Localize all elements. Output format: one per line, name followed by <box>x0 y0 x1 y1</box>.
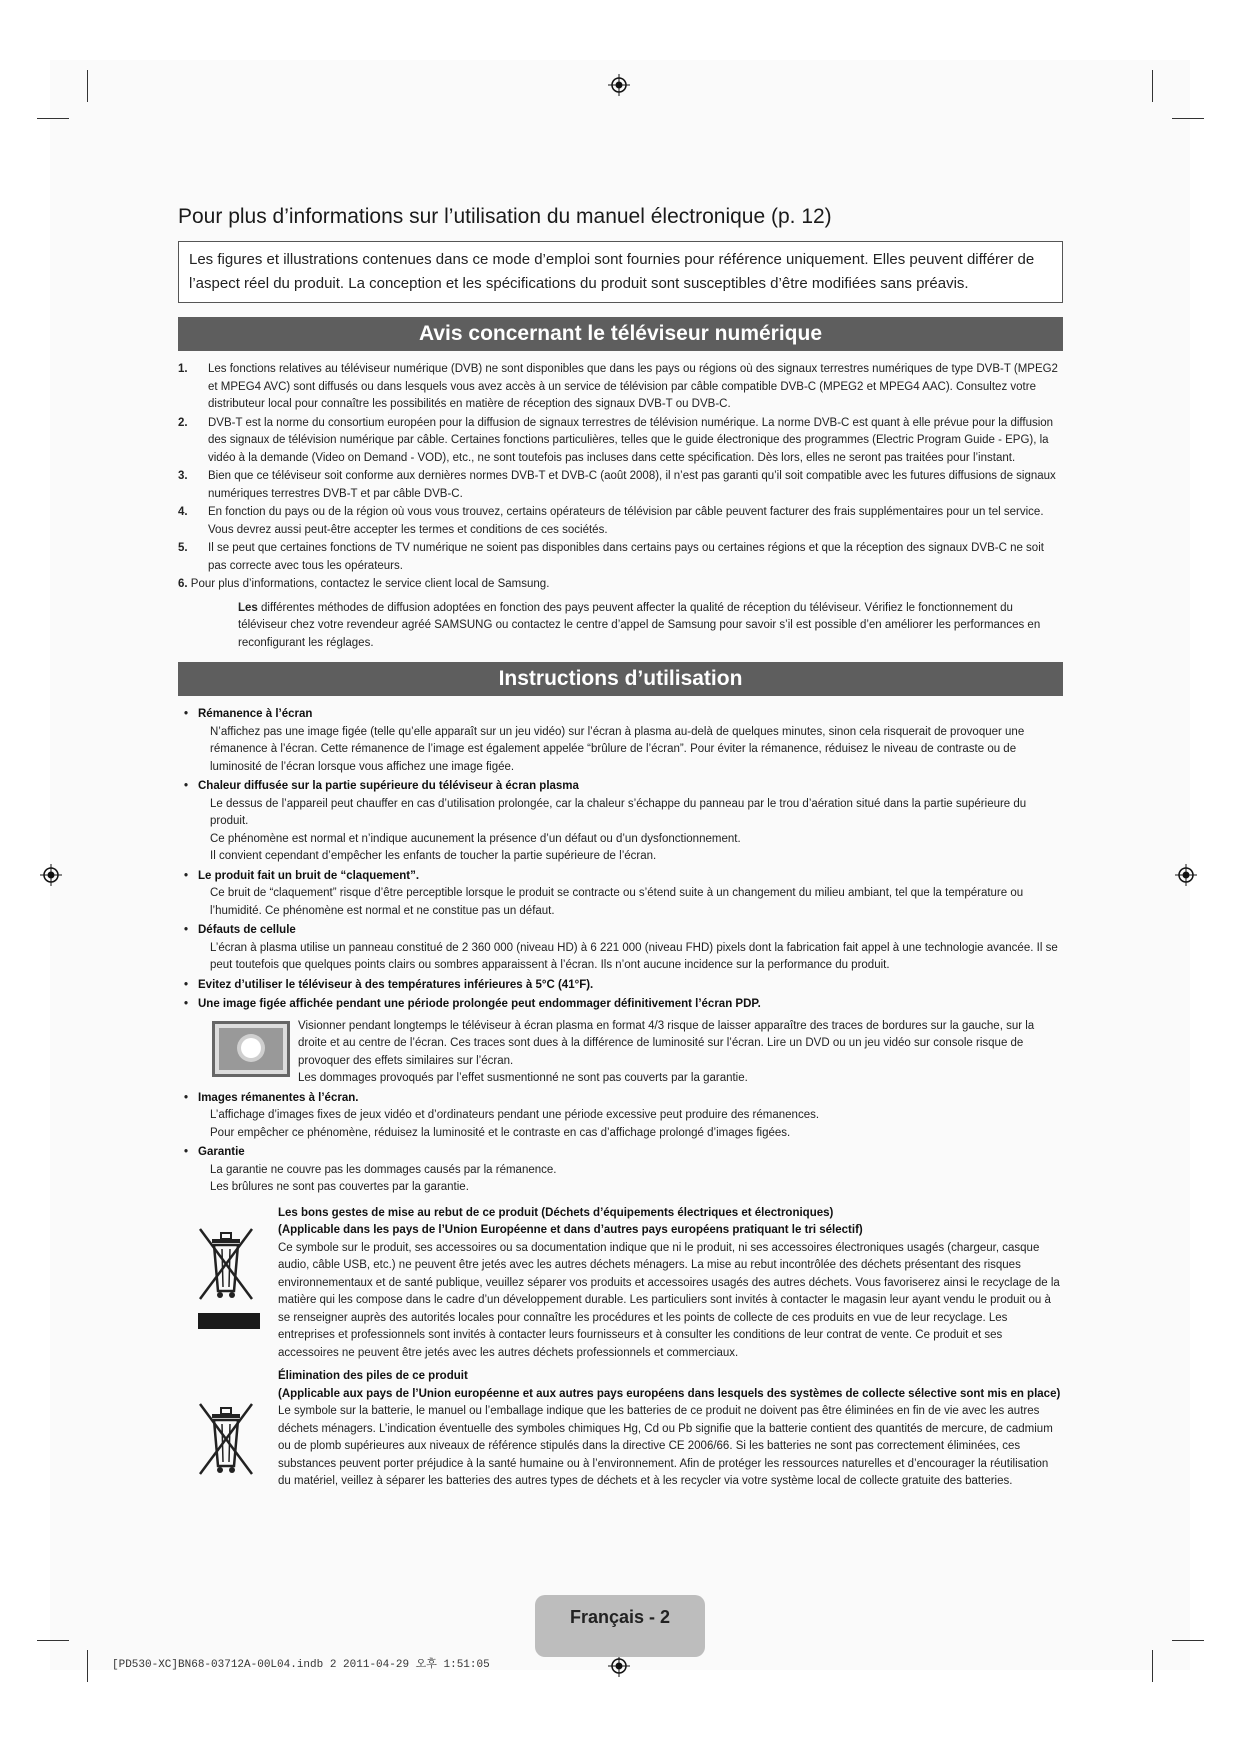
list-item <box>178 468 1063 503</box>
crop-mark <box>87 1650 88 1682</box>
bullet-text: L’affichage d’images fixes de jeux vidéo et d’ordinateurs pendant une période excessive peut produire des rémanences. <box>210 1109 820 1121</box>
battery-heading: Élimination des piles de ce produit <box>278 1370 468 1382</box>
bullet-text: L’écran à plasma utilise un panneau constitué de 2 360 000 (niveau HD) à 6 221 000 (niveau FHD) pixels dont la fabrication fait appel à une technologie avancée. Il se peut toutefois que quelques points clairs ou sombres apparaissent à l’écran. Ils n’ont aucune incidence sur la performance du produit. <box>210 941 1058 971</box>
bullet-text: Les brûlures ne sont pas couvertes par la garantie. <box>210 1181 469 1193</box>
section-banner-digital-tv: Avis concernant le téléviseur numérique <box>178 317 1063 351</box>
bullet-heading: • Rémanence à l’écran <box>198 708 313 720</box>
list-item <box>178 361 1063 414</box>
weee-heading: Les bons gestes de mise au rebut de ce produit (Déchets d’équipements électriques et électroniques) <box>278 1206 834 1219</box>
page-content <box>178 205 1063 1491</box>
bullet-text: Ce phénomène est normal et n’indique aucunement la présence d’un défaut ou d’un dysfonctionnement. <box>210 832 741 845</box>
crop-mark <box>87 70 88 102</box>
crossed-bin-icon <box>198 1217 254 1301</box>
item-number: 2. <box>178 416 188 429</box>
weee-subheading: (Applicable dans les pays de l’Union Européenne et dans d’autres pays européens pratiquant le tri sélectif) <box>278 1224 863 1236</box>
page-title: Pour plus d’informations sur l’utilisation du manuel électronique (p. 12) <box>178 205 832 228</box>
bullet-heading: • Chaleur diffusée sur la partie supérieure du téléviseur à écran plasma <box>198 780 579 792</box>
list-item <box>178 922 1063 975</box>
registration-mark-icon <box>608 1655 630 1677</box>
crop-mark <box>1152 70 1153 102</box>
item-text: Pour plus d’informations, contactez le service client local de Samsung. <box>190 578 550 590</box>
crop-mark <box>1152 1650 1153 1682</box>
registration-mark-icon <box>40 864 62 886</box>
note-text: différentes méthodes de diffusion adoptées en fonction des pays peuvent affecter la qualité de réception du téléviseur. Vérifiez le fonctionnement du téléviseur chez votre revendeur agréé SAMSUNG ou contactez le centre d’appel de Samsung pour savoir s’il est possible d’en améliorer les performances en reconfigurant les réglages. <box>238 601 1041 649</box>
bullet-heading: • Le produit fait un bruit de “claquement”. <box>198 869 420 882</box>
instructions-list <box>178 706 1063 1197</box>
crop-mark <box>1172 1640 1204 1641</box>
black-bar-marker <box>198 1313 260 1329</box>
list-item <box>178 415 1063 468</box>
list-item <box>178 576 1063 594</box>
bullet-text: Il convient cependant d’empêcher les enfants de toucher la partie supérieure de l’écran. <box>210 850 657 862</box>
bullet-text: Les dommages provoqués par l’effet susmentionné ne sont pas couverts par la garantie. <box>298 1072 748 1084</box>
list-item <box>178 1144 1063 1197</box>
section-banner-instructions: Instructions d’utilisation <box>178 662 1063 696</box>
item-text: Il se peut que certaines fonctions de TV numérique ne soient pas disponibles dans certains pays ou certaines régions et que la réception des signaux DVB-C ne soit pas correcte avec tous les opérateurs. <box>208 542 1044 572</box>
crop-mark <box>37 118 69 119</box>
bullet-text: La garantie ne couvre pas les dommages causés par la rémanence. <box>210 1163 557 1176</box>
registration-mark-icon <box>608 74 630 96</box>
tv-screen-illustration <box>212 1021 290 1077</box>
bullet-text: Ce bruit de “claquement” risque d’être perceptible lorsque le produit se contracte ou s’étend suite à un changement du milieu ambiant, tel que la température ou l’humidité. Ce phénomène est normal et ne constitue pas un défaut. <box>210 887 1024 917</box>
crop-mark <box>37 1640 69 1641</box>
item-number: 5. <box>178 542 188 554</box>
item-number: 6. <box>178 578 188 590</box>
list-item <box>178 540 1063 575</box>
list-item <box>178 977 1063 995</box>
item-text: Bien que ce téléviseur soit conforme aux dernières normes DVB-T et DVB-C (août 2008), il n’est pas garanti qu’il soit compatible avec les futures diffusions de signaux numériques terrestres DVB-T et par câble DVB-C. <box>208 470 1056 500</box>
item-number: 1. <box>178 363 188 375</box>
bullet-text: Le dessus de l’appareil peut chauffer en cas d’utilisation prolongée, car la chaleur s’échappe du panneau par le trou d’aération situé dans la partie supérieure du produit. <box>210 797 1027 827</box>
bullet-text: N’affichez pas une image figée (telle qu’elle apparaît sur un jeu vidéo) sur l’écran à plasma au-delà de quelques minutes, sinon cela risquerait de provoquer une rémanence à l’écran. Cette rémanence de l’image est également appelée “brûlure de l’écran”. Pour éviter la rémanence, réduisez le niveau de contraste ou de luminosité de l’écran lorsque vous affichez une image figée. <box>210 725 1025 773</box>
bullet-heading: • Evitez d’utiliser le téléviseur à des températures inférieures à 5°C (41°F). <box>198 978 594 991</box>
item-text: En fonction du pays ou de la région où vous vous trouvez, certains opérateurs de télévision par câble peuvent facturer des frais supplémentaires pour un tel service. Vous devrez aussi peut-être accepter les termes et conditions de ces sociétés. <box>208 506 1044 536</box>
list-item <box>178 504 1063 539</box>
flower-icon <box>241 1038 261 1058</box>
bullet-heading: • Une image figée affichée pendant une période prolongée peut endommager définitivement l’écran PDP. <box>198 998 761 1010</box>
item-text: Les fonctions relatives au téléviseur numérique (DVB) ne sont disponibles que dans les pays ou régions où des signaux terrestres numériques de type DVB-T (MPEG2 et MPEG4 AVC) sont diffusés ou dans lesquels vous avez accès à un service de télévision par câble compatible DVB-C (MPEG2 et MPEG4 AAC). Consultez votre distributeur local pour connaître les possibilités en matière de réception des signaux DVB-T ou DVB-C. <box>208 363 1058 410</box>
battery-text: Le symbole sur la batterie, le manuel ou l’emballage indique que les batteries de ce produit ne doivent pas être éliminées en fin de vie avec les autres déchets ménagers. L’indication éventuelle des symboles chimiques Hg, Cd ou Pb signifie que la batterie contient des quantités de mercure, de cadmium ou de plomb supérieures aux niveaux de référence stipulés dans la directive CE 2006/66. Si les batteries ne sont pas correctement éliminées, ces substances peuvent porter préjudice à la santé humaine ou à l’environnement. Afin de protéger les ressources naturelles et d’encourager la réutilisation du matériel, veillez à séparer les batteries des autres types de déchets et à les recycler via votre système local de collecte gratuite des batteries. <box>278 1405 1053 1487</box>
item-number: 3. <box>178 470 188 482</box>
bullet-heading: • Garantie <box>198 1146 245 1158</box>
list-item <box>178 868 1063 921</box>
pdp-warning-block <box>198 1018 1063 1088</box>
crop-mark <box>1172 118 1204 119</box>
bullet-heading: • Défauts de cellule <box>198 924 296 936</box>
bullet-text: Pour empêcher ce phénomène, réduisez la luminosité et le contraste en cas d’affichage prolongé d’images figées. <box>210 1126 791 1139</box>
list-item <box>178 996 1063 1088</box>
weee-text: Ce symbole sur le produit, ses accessoires ou sa documentation indique que ni le produit, ni ses accessoires électroniques usagés (chargeur, casque audio, câble USB, etc.) ne peuvent être jetés avec les autres déchets ménagers. La mise au rebut incontrôlée des déchets présentant des risques environnementaux et de santé publique, veuillez séparer vos produits et accessoires usagés des autres déchets. Vous favoriserez ainsi le recyclage de la matière qui les compose dans le cadre d’un développement durable. Les particuliers sont invités à contacter le magasin leur ayant vendu le produit ou à se renseigner auprès des autorités locales pour connaître les procédures et les points de collecte de ces produits en vue de leur recyclage. Les entreprises et professionnels sont invités à contacter leurs fournisseurs et à consulter les conditions de leur contrat de vente. Ce produit et ses accessoires ne peuvent être jetés avec les autres déchets professionnels et commerciaux. <box>278 1241 1060 1359</box>
item-text: DVB-T est la norme du consortium européen pour la diffusion de signaux terrestres de télévision numérique. La norme DVB-C est quant à elle prévue pour la diffusion des signaux de télévision numérique par câble. Certaines fonctions particulières, telles que le guide électronique des programmes (Electric Program Guide - EPG), la vidéo à la demande (Video on Demand - VOD), etc., ne sont toutefois pas incluses dans cette spécification. Dès lors, elles ne seront pas traitées pour l’instant. <box>208 416 1054 464</box>
list-item <box>178 778 1063 866</box>
battery-disposal-block <box>178 1368 1063 1491</box>
digital-tv-notice-list <box>178 361 1063 575</box>
item-number: 4. <box>178 506 188 518</box>
reception-note <box>178 600 1063 653</box>
print-info: [PD530-XC]BN68-03712A-00L04.indb 2 2011-04-29 오후 1:51:05 <box>112 1659 490 1671</box>
disclaimer-box: Les figures et illustrations contenues dans ce mode d’emploi sont fournies pour référence uniquement. Elles peuvent différer de l’aspect réel du produit. La conception et les spécifications du produit sont susceptibles d’être modifiées sans préavis. <box>178 241 1063 303</box>
list-item <box>178 1090 1063 1143</box>
crossed-bin-icon <box>198 1392 254 1476</box>
battery-subheading: (Applicable aux pays de l’Union européenne et aux autres pays européens dans lesquels des systèmes de collecte sélective sont mis en place) <box>278 1387 1061 1400</box>
bullet-text: Visionner pendant longtemps le téléviseur à écran plasma en format 4/3 risque de laisser apparaître des traces de bordures sur la gauche, sur la droite et au centre de l’écran. Ces traces sont dues à la différence de luminosité sur l’écran. Lire un DVD ou un jeu vidéo sur console risque de provoquer des effets similaires sur l’écran. <box>298 1019 1035 1067</box>
list-item <box>178 706 1063 776</box>
bullet-heading: • Images rémanentes à l’écran. <box>198 1091 359 1104</box>
registration-mark-icon <box>1175 864 1197 886</box>
note-icon: Les <box>238 601 258 614</box>
weee-disposal-block <box>178 1205 1063 1363</box>
page-number-tab: Français - 2 <box>535 1595 705 1657</box>
